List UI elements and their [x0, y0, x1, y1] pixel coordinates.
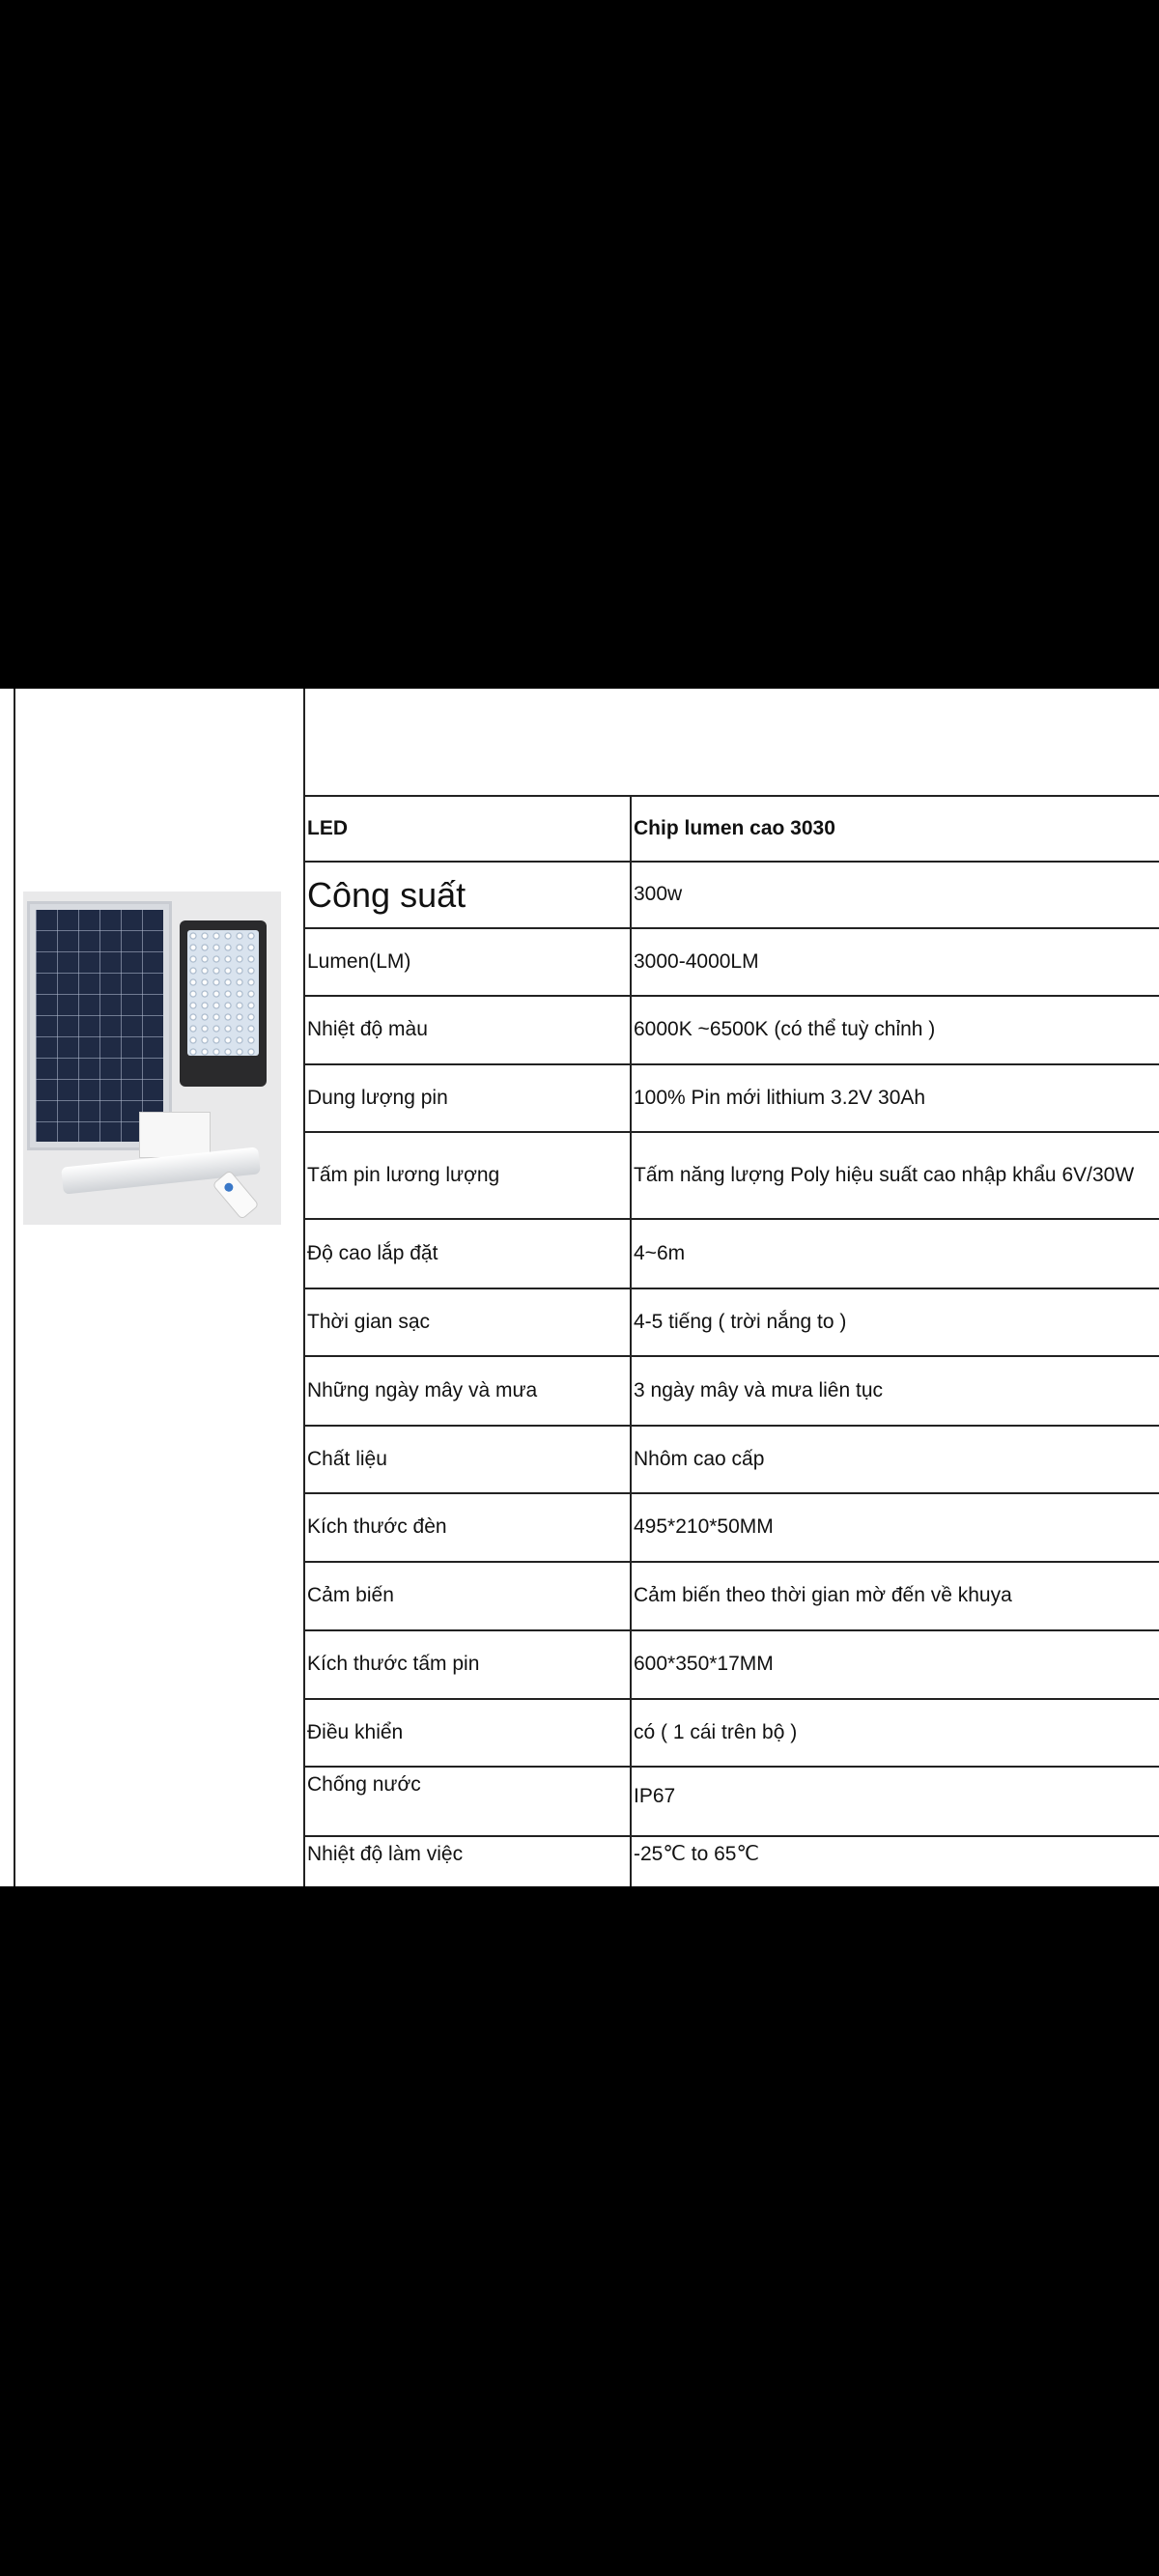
spec-label: Thời gian sạc [307, 1310, 430, 1333]
table-row [303, 1289, 1159, 1357]
table-row [303, 1631, 1159, 1700]
spec-table [303, 689, 1159, 1886]
spec-label: Điều khiển [307, 1720, 404, 1743]
table-row [303, 1700, 1159, 1768]
spec-value: có ( 1 cái trên bộ ) [634, 1720, 798, 1743]
spec-label: Độ cao lắp đặt [307, 1241, 438, 1264]
spec-value: 100% Pin mới lithium 3.2V 30Ah [634, 1086, 926, 1109]
spec-value: 3000-4000LM [634, 949, 759, 973]
spec-value: 3 ngày mây và mưa liên tục [634, 1378, 884, 1401]
table-row [303, 1427, 1159, 1494]
table-row [303, 1494, 1159, 1563]
spec-label: Kích thước đèn [307, 1515, 447, 1539]
spec-value: 495*210*50MM [634, 1515, 774, 1539]
table-row [303, 1768, 1159, 1837]
document-page [0, 689, 1159, 1886]
spec-label: Kích thước tấm pin [307, 1653, 480, 1676]
table-header-blank [303, 689, 1159, 797]
table-row [303, 1357, 1159, 1427]
table-row [303, 1837, 1159, 1886]
flood-lamp-image [180, 920, 267, 1087]
spec-label: Nhiệt độ màu [307, 1018, 428, 1041]
spec-value: 600*350*17MM [634, 1653, 774, 1676]
spec-value: 300w [634, 883, 683, 906]
spec-value: Tấm năng lượng Poly hiệu suất cao nhập khẩu 6V/30W [634, 1163, 1135, 1186]
spec-value: 4-5 tiếng ( trời nắng to ) [634, 1310, 847, 1333]
solar-panel-cells [36, 910, 163, 1142]
remote-control-image [212, 1170, 259, 1220]
table-row [303, 1065, 1159, 1133]
spec-value: 4~6m [634, 1241, 686, 1264]
remote-button-icon [223, 1181, 236, 1194]
spec-label: Công suất [307, 874, 466, 915]
spec-value: IP67 [634, 1785, 676, 1807]
spec-label: Chống nước [307, 1773, 421, 1796]
spec-value: 6000K ~6500K (có thể tuỳ chỉnh ) [634, 1018, 936, 1041]
table-row [303, 997, 1159, 1065]
table-row [303, 1133, 1159, 1220]
table-row [303, 863, 1159, 929]
spec-label: Nhiệt độ làm việc [307, 1843, 464, 1865]
spec-label: Lumen(LM) [307, 949, 411, 973]
product-photo [23, 892, 281, 1225]
spec-value: Chip lumen cao 3030 [634, 816, 835, 839]
spec-label: LED [307, 816, 348, 839]
spec-label: Dung lượng pin [307, 1086, 448, 1109]
table-row [303, 1563, 1159, 1631]
spec-value: Cảm biến theo thời gian mờ đến về khuya [634, 1584, 1012, 1607]
lamp-led-array [187, 930, 259, 1056]
spec-label: Tấm pin lương lượng [307, 1163, 500, 1186]
spec-label: Chất liệu [307, 1447, 387, 1470]
spec-value: Nhôm cao cấp [634, 1447, 765, 1470]
table-row [303, 929, 1159, 997]
table-left-border [14, 689, 15, 1886]
table-row [303, 797, 1159, 863]
spec-label: Những ngày mây và mưa [307, 1378, 538, 1401]
accessory-box-image [139, 1112, 211, 1158]
spec-label: Cảm biến [307, 1584, 394, 1607]
spec-value: -25℃ to 65℃ [634, 1843, 760, 1865]
table-row [303, 1220, 1159, 1289]
